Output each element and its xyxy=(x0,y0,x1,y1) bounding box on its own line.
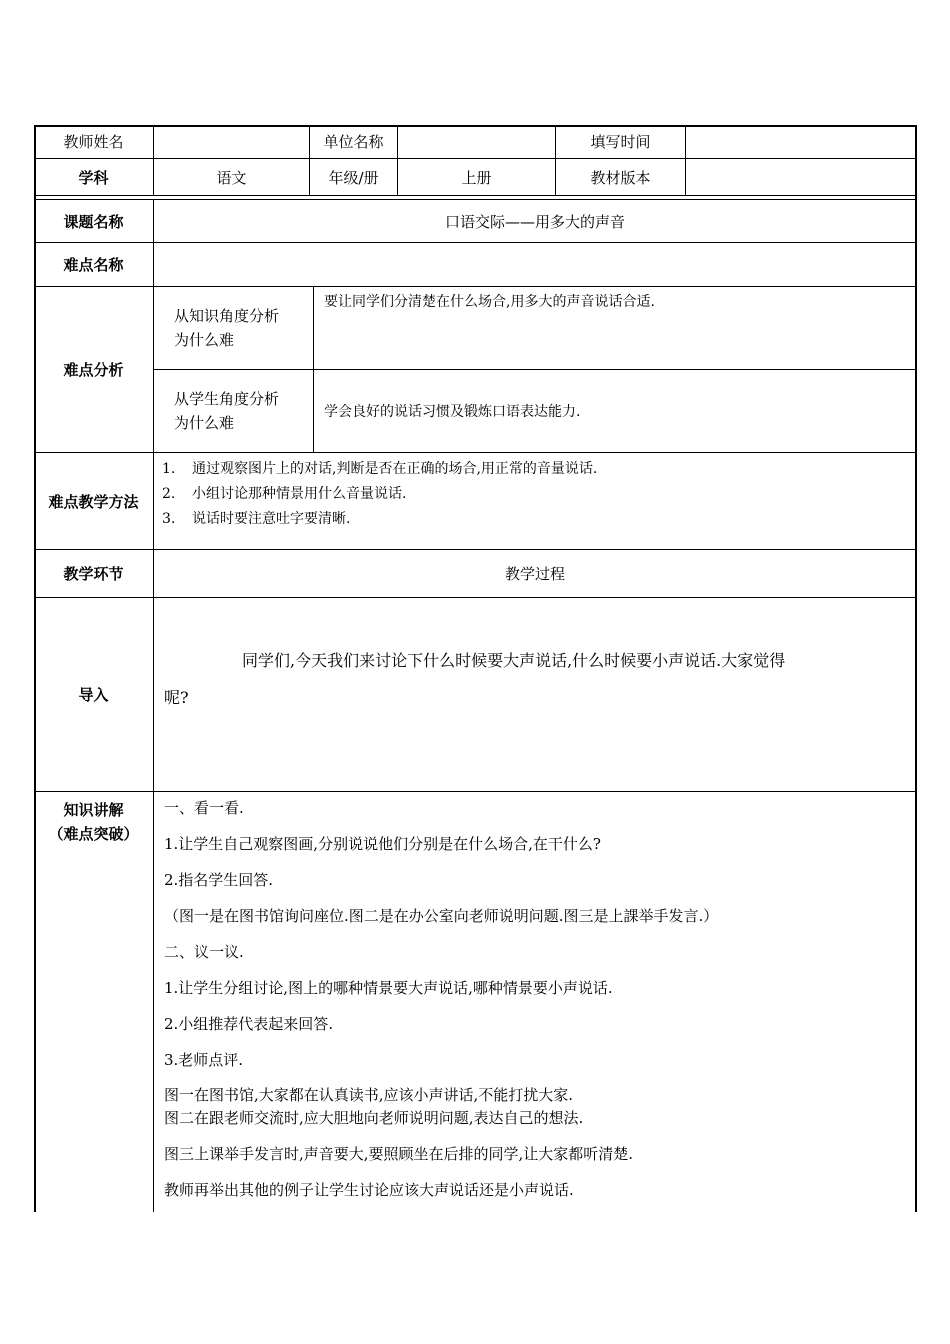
teacher-name-value xyxy=(154,125,310,159)
process-header: 教学过程 xyxy=(154,550,917,598)
lecture-line: 一、看一看. xyxy=(164,799,244,817)
lecture-label: 知识讲解 （难点突破） xyxy=(34,792,154,1212)
unit-name-value xyxy=(398,125,556,159)
student-angle-label: 从学生角度分析为什么难 xyxy=(154,370,314,453)
textbook-value xyxy=(686,159,917,196)
intro-label: 导入 xyxy=(34,598,154,792)
difficulty-value xyxy=(154,243,917,287)
lecture-line: 图三上课举手发言时,声音要大,要照顾坐在后排的同学,让大家都听清楚. xyxy=(164,1145,634,1163)
lecture-line: 教师再举出其他的例子让学生讨论应该大声说话还是小声说话. xyxy=(164,1181,574,1199)
lecture-line: 二、议一议. xyxy=(164,943,244,961)
student-angle-text: 学会良好的说话习惯及锻炼口语表达能力. xyxy=(314,370,917,453)
lecture-line: 2.指名学生回答. xyxy=(164,871,274,889)
subject-value: 语文 xyxy=(154,159,310,196)
topic-value: 口语交际——用多大的声音 xyxy=(154,200,917,243)
analysis-label: 难点分析 xyxy=(34,287,154,453)
methods-label: 难点教学方法 xyxy=(34,453,154,550)
subject-label: 学科 xyxy=(34,159,154,196)
knowledge-angle-text: 要让同学们分清楚在什么场合,用多大的声音说话合适. xyxy=(314,287,917,370)
list-item: 1. 通过观察图片上的对话,判断是否在正确的场合,用正常的音量说话. xyxy=(162,461,598,477)
knowledge-angle-label: 从知识角度分析为什么难 xyxy=(154,287,314,370)
fill-date-label: 填写时间 xyxy=(556,125,686,159)
grade-value: 上册 xyxy=(398,159,556,196)
fill-date-value xyxy=(686,125,917,159)
textbook-label: 教材版本 xyxy=(556,159,686,196)
methods-list xyxy=(154,453,917,550)
intro-text: 同学们,今天我们来讨论下什么时候要大声说话,什么时候要小声说话.大家觉得 呢? xyxy=(154,598,917,792)
stage-header: 教学环节 xyxy=(34,550,154,598)
lecture-line: 1.让学生分组讨论,图上的哪种情景要大声说话,哪种情景要小声说话. xyxy=(164,979,613,997)
list-item: 3. 说话时要注意吐字要清晰. xyxy=(162,511,351,527)
teacher-name-label: 教师姓名 xyxy=(34,125,154,159)
topic-label: 课题名称 xyxy=(34,200,154,243)
lecture-line: 3.老师点评. xyxy=(164,1051,244,1069)
list-item: 2. 小组讨论那种情景用什么音量说话. xyxy=(162,486,407,502)
lecture-line: 1.让学生自己观察图画,分别说说他们分别是在什么场合,在干什么? xyxy=(164,835,601,853)
grade-label: 年级/册 xyxy=(310,159,398,196)
lecture-line: 2.小组推荐代表起来回答. xyxy=(164,1015,334,1033)
lecture-line: 图二在跟老师交流时,应大胆地向老师说明问题,表达自己的想法. xyxy=(164,1109,584,1127)
difficulty-label: 难点名称 xyxy=(34,243,154,287)
unit-name-label: 单位名称 xyxy=(310,125,398,159)
lecture-line: （图一是在图书馆询问座位.图二是在办公室向老师说明问题.图三是上課举手发言.） xyxy=(164,907,719,925)
lecture-line: 图一在图书馆,大家都在认真读书,应该小声讲话,不能打扰大家. xyxy=(164,1086,574,1104)
lecture-content xyxy=(154,792,917,1212)
